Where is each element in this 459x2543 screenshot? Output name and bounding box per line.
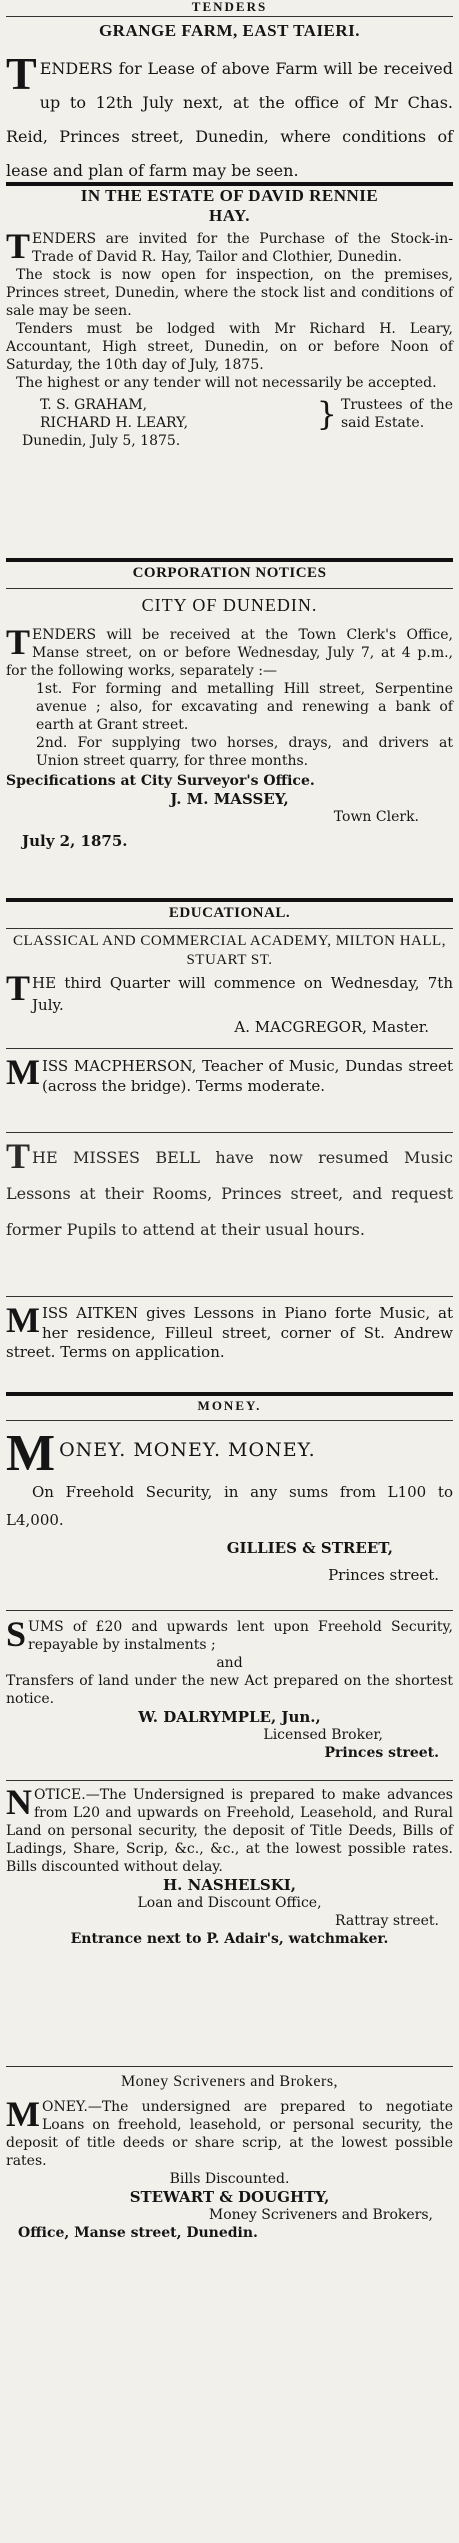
estate-ad <box>6 226 453 450</box>
drop-cap: S <box>6 1614 27 1654</box>
aitken-body: ISS AITKEN gives Lessons in Piano forte Music, at her residence, Filleul street, corner of St. Andrew street. Terms on application. <box>6 1304 453 1361</box>
ad2-body2: Transfers of land under the new Act prepared on the shortest notice. <box>6 1673 453 1707</box>
estate-title-line2: HAY. <box>209 206 250 225</box>
city-title: CITY OF DUNEDIN. <box>141 595 318 615</box>
ad3-signer: H. NASHELSKI, <box>162 1876 297 1894</box>
stewart-ad <box>6 2094 453 2242</box>
section-title-corporation: CORPORATION NOTICES <box>132 565 327 581</box>
divider <box>6 2066 453 2067</box>
estate-title <box>6 186 453 226</box>
estate-p3: Tenders must be lodged with Mr Richard H. Leary, Accountant, High street, Dunedin, on or before Noon of Saturday, the 10th day of July, 1875. <box>6 321 453 373</box>
academy-ad <box>6 968 453 1038</box>
ad3-entrance: Entrance next to P. Adair's, watchmaker. <box>70 1931 389 1947</box>
estate-dateline: Dunedin, July 5, 1875. <box>22 433 181 449</box>
trustee-role: Trustees of the said Estate. <box>341 397 453 431</box>
bell-ad <box>6 1136 453 1288</box>
ad2-body: UMS of £20 and upwards lent upon Freehold Security, repayable by instalments ; <box>28 1619 453 1653</box>
notice-date: July 2, 1875. <box>22 832 128 850</box>
aitken-ad <box>6 1300 453 1386</box>
dalrymple-ad <box>6 1614 453 1762</box>
grange-title: GRANGE FARM, EAST TAIERI. <box>98 21 361 40</box>
divider <box>6 1780 453 1781</box>
ad3-body: OTICE.—The Undersigned is prepared to make advances from L20 and upwards on Freehold, Leasehold, and Rural Land on personal security, the deposit of Title Deeds, Bills of Ladings, Share, Scrip, &c., &c., at the lowest possible rates. Bills discounted without delay. <box>6 1787 453 1875</box>
ad4-body: ONEY.—The undersigned are prepared to negotiate Loans on freehold, leasehold, or personal security, the deposit of title deeds or share scrip, at the lowest possible rates. <box>6 2099 453 2169</box>
ad1-signer: GILLIES & STREET, <box>226 1539 393 1557</box>
divider <box>6 1420 453 1421</box>
grange-body: ENDERS for Lease of above Farm will be received up to 12th July next, at the office of Mr Chas. Reid, Princes street, Dunedin, where conditions of lease and plan of farm may be seen. <box>6 59 453 180</box>
brace-icon: } <box>316 395 337 433</box>
trustees-block <box>6 396 453 432</box>
drop-cap: T <box>6 968 31 1008</box>
bell-body: HE MISSES BELL have now resumed Music Lessons at their Rooms, Princes street, and request former Pupils to attend at their usual hours. <box>6 1148 453 1239</box>
grange-ad <box>6 48 453 180</box>
ad1-address: Princes street. <box>328 1566 439 1584</box>
ad4-bills: Bills Discounted. <box>169 2171 290 2187</box>
drop-cap: M <box>6 1425 57 1482</box>
works-item: 2nd. For supplying two horses, drays, and drivers at Union street quarry, for three months. <box>36 735 453 769</box>
ad3-address: Rattray street. <box>334 1913 439 1929</box>
divider <box>6 928 453 929</box>
ad4-title: Money Scriveners and Brokers, <box>120 2073 339 2090</box>
estate-title-line1: IN THE ESTATE OF DAVID RENNIE <box>80 186 379 205</box>
estate-p2: The stock is now open for inspection, on the premises, Princes street, Dunedin, where the stock list and conditions of sale may be seen. <box>6 267 453 319</box>
trustee-name: RICHARD H. LEARY, <box>40 415 189 431</box>
specifications-note: Specifications at City Surveyor's Office. <box>6 773 315 789</box>
academy-signer: A. MACGREGOR, Master. <box>234 1018 429 1036</box>
divider <box>6 1048 453 1049</box>
estate-p4: The highest or any tender will not necessarily be accepted. <box>16 375 437 391</box>
section-title-educational: EDUCATIONAL. <box>168 905 291 921</box>
academy-title: CLASSICAL AND COMMERCIAL ACADEMY, MILTON HALL, STUART ST. <box>13 933 446 968</box>
gillies-ad <box>6 1425 453 1588</box>
divider <box>6 558 453 562</box>
ad4-address: Office, Manse street, Dunedin. <box>18 2225 258 2241</box>
divider <box>6 16 453 17</box>
ad1-body: On Freehold Security, in any sums from L100 to L4,000. <box>6 1483 453 1529</box>
corporation-body: ENDERS will be received at the Town Clerk's Office, Manse street, on or before Wednesday, July 7, at 4 p.m., for the following works, separately :— <box>6 627 453 679</box>
drop-cap: M <box>6 2094 40 2134</box>
estate-p1: ENDERS are invited for the Purchase of the Stock-in-Trade of David R. Hay, Tailor and Clothier, Dunedin. <box>32 231 453 265</box>
ad2-and: and <box>216 1655 243 1671</box>
ad3-title: Loan and Discount Office, <box>137 1895 322 1911</box>
divider <box>6 1296 453 1297</box>
divider <box>6 1132 453 1133</box>
ad2-address: Princes street. <box>324 1745 439 1761</box>
drop-cap: M <box>6 1052 40 1092</box>
drop-cap: T <box>6 48 37 99</box>
drop-cap: T <box>6 622 31 662</box>
divider <box>6 898 453 902</box>
drop-cap: T <box>6 1136 31 1176</box>
macpherson-ad <box>6 1052 453 1128</box>
nashelski-ad <box>6 1782 453 1948</box>
divider <box>6 1392 453 1396</box>
divider <box>6 1610 453 1611</box>
section-title-tenders: TENDERS <box>191 0 268 14</box>
academy-body: HE third Quarter will commence on Wednesday, 7th July. <box>32 974 453 1014</box>
drop-cap: N <box>6 1782 32 1822</box>
ad4-signer: STEWART & DOUGHTY, <box>129 2188 330 2206</box>
ad1-headline: ONEY. MONEY. MONEY. <box>59 1439 316 1461</box>
drop-cap: T <box>6 226 31 266</box>
ad2-signer: W. DALRYMPLE, Jun., <box>138 1708 321 1726</box>
signer-name: J. M. MASSEY, <box>170 790 289 808</box>
drop-cap: M <box>6 1300 40 1340</box>
divider <box>6 588 453 589</box>
ad2-title: Licensed Broker, <box>263 1727 383 1743</box>
works-item: 1st. For forming and metalling Hill street, Serpentine avenue ; also, for excavating and renewing a bank of earth at Grant street. <box>36 681 453 733</box>
trustee-name: T. S. GRAHAM, <box>40 397 148 413</box>
macpherson-body: ISS MACPHERSON, Teacher of Music, Dundas street (across the bridge). Terms moderate. <box>41 1057 453 1095</box>
signer-title: Town Clerk. <box>333 809 419 825</box>
section-title-money: MONEY. <box>197 1398 262 1413</box>
ad4-title-line: Money Scriveners and Brokers, <box>208 2207 433 2223</box>
